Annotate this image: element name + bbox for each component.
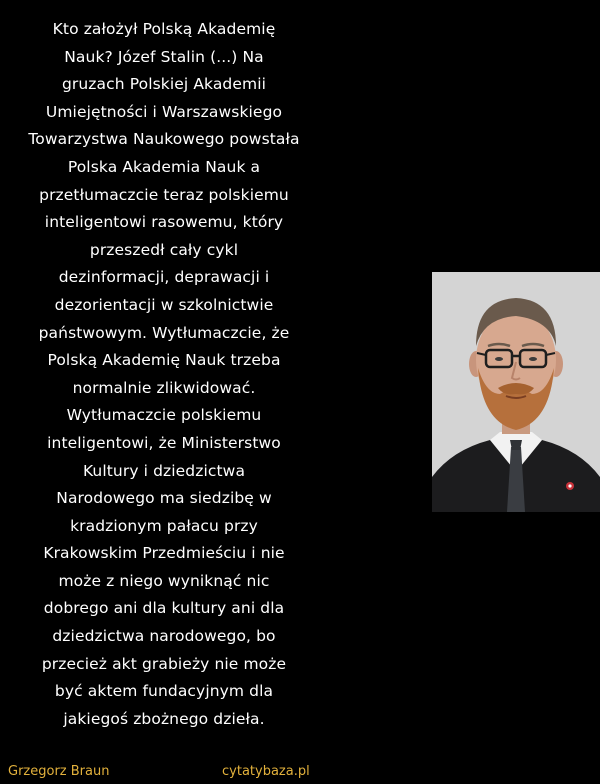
footer-site-link[interactable]: cytatybaza.pl: [222, 764, 310, 779]
author-portrait: [432, 272, 600, 512]
portrait-illustration: [432, 272, 600, 512]
footer-author-name[interactable]: Grzegorz Braun: [8, 764, 110, 779]
quote-text: Kto założył Polską Akademię Nauk? Józef Stalin (...) Na gruzach Polskiej Akademii Umiejętności i Warszawskiego Towarzystwa Naukowego powstała Polska Akademia Nauk a przetłumaczcie teraz polskiemu inteligentowi rasowemu, który przeszedł cały cykl dezinformacji, deprawacji i dezorientacji w szkolnictwie państwowym. Wytłumaczcie, że Polską Akademię Nauk trzeba normalnie zlikwidować. Wytłumaczcie polskiemu inteligentowi, że Ministerstwo Kultury i dziedzictwa Narodowego ma siedzibę w kradzionym pałacu przy Krakowskim Przedmieściu i nie może z niego wyniknąć nic dobrego ani dla kultury ani dla dziedzictwa narodowego, bo przecież akt grabieży nie może być aktem fundacyjnym dla jakiegoś zbożnego dzieła.: [28, 20, 300, 728]
